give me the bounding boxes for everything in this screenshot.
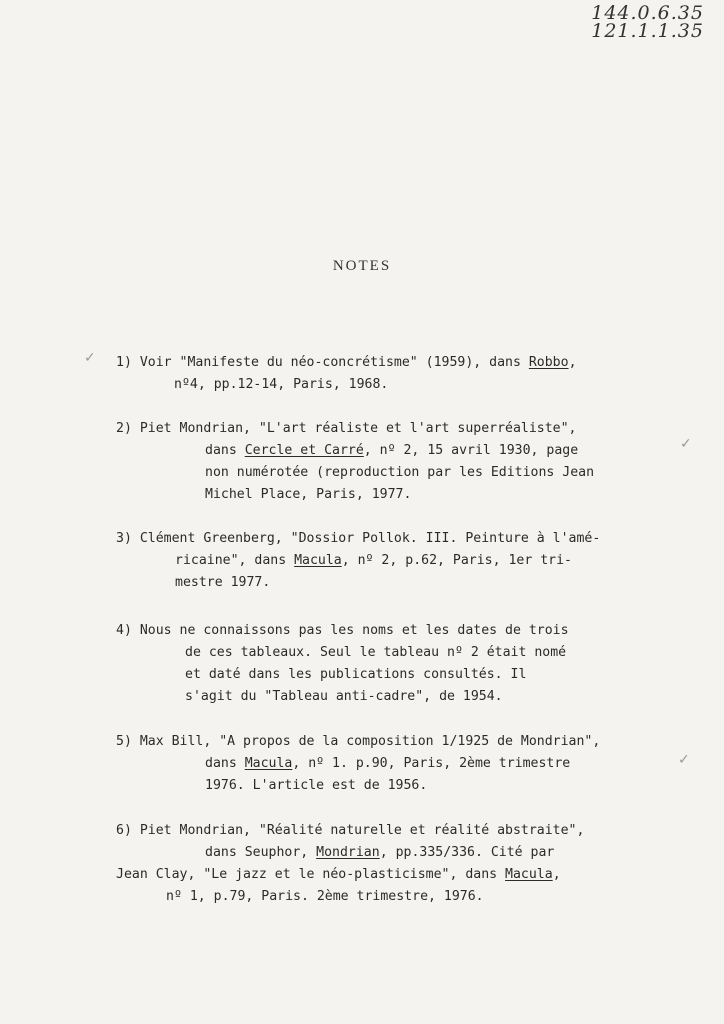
- shelfmark-line-2: 121.1.1.35: [591, 20, 704, 42]
- note-6: [116, 820, 584, 908]
- note-3: [116, 528, 600, 594]
- note-line: Michel Place, Paris, 1977.: [205, 487, 412, 502]
- note-1: [116, 352, 577, 396]
- note-5: [116, 731, 600, 797]
- check-mark-icon: ✓: [84, 350, 96, 366]
- note-line: 6) Piet Mondrian, "Réalité naturelle et réalité abstraite",: [116, 823, 585, 838]
- journal-title: Robbo: [528, 355, 569, 370]
- note-2: [116, 418, 594, 506]
- note-line: mestre 1977.: [175, 575, 271, 590]
- note-line: 3) Clément Greenberg, "Dossior Pollok. III. Peinture à l'amé-: [116, 531, 601, 546]
- note-line: 2) Piet Mondrian, "L'art réaliste et l'art superréaliste",: [116, 421, 577, 436]
- note-line: et daté dans les publications consultés. Il: [185, 667, 527, 682]
- note-line: dans Seuphor, Mondrian, pp.335/336. Cité par: [205, 845, 555, 860]
- note-line: dans Cercle et Carré, nº 2, 15 avril 1930, page: [205, 443, 579, 458]
- check-mark-icon: ✓: [680, 436, 692, 452]
- note-line: nº 1, p.79, Paris. 2ème trimestre, 1976.: [166, 889, 484, 904]
- note-line: non numérotée (reproduction par les Editions Jean: [205, 465, 595, 480]
- note-line: nº4, pp.12-14, Paris, 1968.: [174, 377, 389, 392]
- journal-title: Macula: [244, 756, 293, 771]
- note-line: dans Macula, nº 1. p.90, Paris, 2ème trimestre: [205, 756, 571, 771]
- note-line: 1976. L'article est de 1956.: [205, 778, 428, 793]
- note-line: 4) Nous ne connaissons pas les noms et les dates de trois: [116, 623, 569, 638]
- book-title: Mondrian: [316, 845, 380, 860]
- shelfmark: [591, 4, 704, 40]
- shelfmark-line-1: 144.0.6.35: [591, 2, 704, 24]
- page-title: NOTES: [332, 258, 392, 274]
- note-line: s'agit du "Tableau anti-cadre", de 1954.: [185, 689, 503, 704]
- note-4: [116, 620, 569, 708]
- note-line: de ces tableaux. Seul le tableau nº 2 était nomé: [185, 645, 567, 660]
- note-line: 1) Voir "Manifeste du néo-concrétisme" (1959), dans Robbo,: [116, 355, 577, 370]
- journal-title: Macula: [294, 553, 342, 568]
- note-line: ricaine", dans Macula, nº 2, p.62, Paris, 1er tri-: [175, 553, 572, 568]
- note-line: Jean Clay, "Le jazz et le néo-plasticisme", dans Macula,: [116, 867, 561, 882]
- check-mark-icon: ✓: [678, 752, 690, 768]
- journal-title: Cercle et Carré: [244, 443, 364, 458]
- note-line: 5) Max Bill, "A propos de la composition 1/1925 de Mondrian",: [116, 734, 601, 749]
- journal-title: Macula: [505, 867, 553, 882]
